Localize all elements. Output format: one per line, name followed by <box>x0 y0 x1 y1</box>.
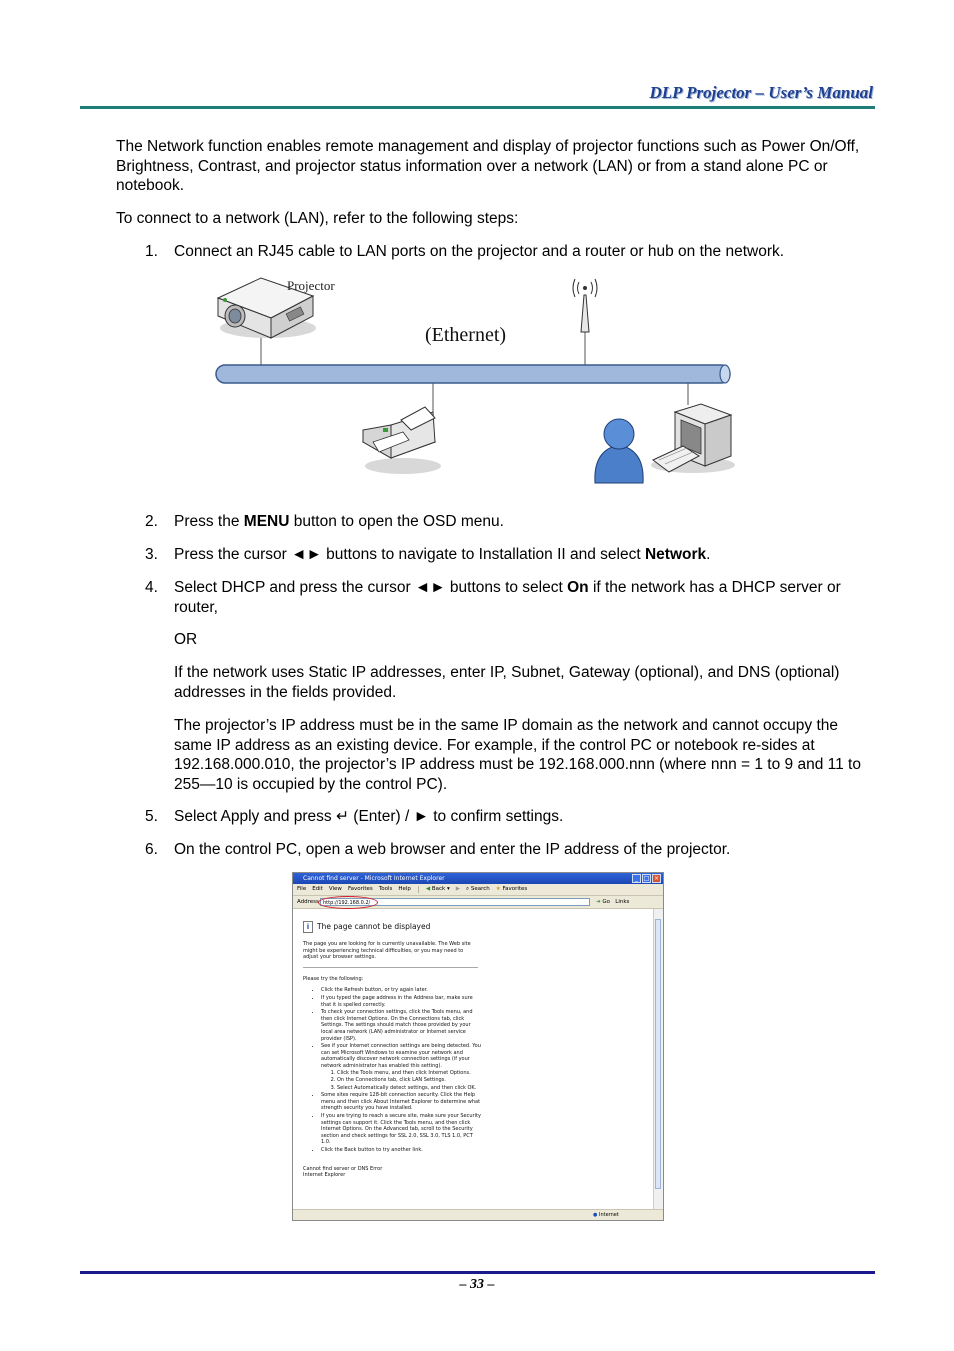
browser-screenshot <box>292 872 664 1221</box>
error-intro: The page you are looking for is currently unavailable. The Web site might be experiencing technical difficulties, or you may need to adjust your browser settings. <box>303 941 471 961</box>
info-icon: i <box>303 921 313 933</box>
back-button[interactable]: ◀ Back ▾ <box>425 886 450 892</box>
network-keyword: Network <box>644 546 707 563</box>
projector-label: Projector <box>287 278 335 293</box>
page-number: – 33 – <box>459 1277 495 1292</box>
sub-step-item: 2. On the Connections tab, click LAN Settings. <box>337 1077 481 1084</box>
step-number: 1. <box>145 243 158 260</box>
sub-step-item: 1. Click the Tools menu, and then click Internet Options. <box>337 1070 481 1077</box>
status-bar <box>293 1209 663 1220</box>
step-text: On the control PC, open a web browser and enter the IP address of the projector. <box>174 841 731 858</box>
error-code: Cannot find server or DNS Error <box>303 1165 383 1172</box>
suggestion-list <box>303 987 481 1153</box>
error-heading: i The page cannot be displayed <box>303 921 653 933</box>
suggestion-item: • If you typed the page address in the Address bar, make sure that it is spelled correctly. <box>321 995 481 1008</box>
network-diagram <box>213 270 741 492</box>
suggestion-item: • Some sites require 128-bit connection security. Click the Help menu and then click About Internet Explorer to determine what strength security you have installed. <box>321 1092 481 1112</box>
vertical-scrollbar[interactable] <box>653 909 663 1211</box>
links-button: Links <box>615 899 630 905</box>
step-4-domain: The projector’s IP address must be in the same IP domain as the network and cannot occupy the same IP address as an existing device. For example, if the control PC or notebook re-sides at 192.168.000.010, the projector’s IP address must be 192.168.000.nnn (where nnn = 1 to 9 and 11 to 255—10 is occupied by the control PC). <box>174 717 861 793</box>
step-number: 5. <box>145 808 158 825</box>
menu-tools[interactable]: Tools <box>378 886 393 892</box>
menu-favorites[interactable]: Favorites <box>347 886 373 892</box>
globe-icon: ● <box>593 1212 598 1218</box>
star-icon: ★ <box>495 886 501 892</box>
address-input[interactable]: http://192.168.0.2/ <box>320 898 590 906</box>
suggestion-item: • Click the Back button to try another link. <box>321 1147 481 1154</box>
sub-steps-list <box>321 1070 481 1092</box>
menu-view[interactable]: View <box>328 886 342 892</box>
menu-edit[interactable]: Edit <box>312 886 323 892</box>
step-text: Select DHCP and press the cursor ◄► buttons to select On if the network has a DHCP server or router, <box>174 579 841 616</box>
step-text: Press the MENU button to open the OSD menu. <box>174 513 504 530</box>
maximize-icon: □ <box>643 875 650 882</box>
zone-indicator: ● Internet <box>593 1212 619 1218</box>
address-bar: Address http://192.168.0.2/ ➜ Go Links <box>293 896 663 909</box>
on-keyword: On <box>567 579 589 596</box>
browser-menu-bar <box>293 884 663 896</box>
step-4-static: If the network uses Static IP addresses, enter IP, Subnet, Gateway (optional), and DNS (optional) addresses in the fields provided. <box>174 664 840 701</box>
menu-file[interactable]: File <box>297 886 307 892</box>
browser-title-bar: Cannot find server - Microsoft Internet Explorer _ □ × <box>293 873 663 884</box>
error-app: Internet Explorer <box>303 1172 346 1179</box>
close-icon: × <box>653 875 660 882</box>
intro-paragraph: The Network function enables remote management and display of projector functions such as Power On/Off, Brightness, Contrast, and projector status information over a network (LAN) or from a stand alone PC or notebook. <box>116 138 860 194</box>
scrollbar-thumb[interactable] <box>655 919 661 1189</box>
step-number: 3. <box>145 546 158 563</box>
forward-icon[interactable]: ▶ <box>455 886 460 892</box>
footer-rule <box>80 1271 875 1274</box>
search-button[interactable]: ⌕ Search <box>466 886 490 892</box>
address-highlight-circle <box>318 896 378 909</box>
menu-keyword: MENU <box>243 513 290 530</box>
step-text: Select Apply and press ↵ (Enter) / ► to confirm settings. <box>174 808 564 825</box>
minimize-icon: _ <box>632 874 641 883</box>
step-4-or: OR <box>174 631 198 648</box>
go-button[interactable]: ➜ Go Links <box>596 899 630 905</box>
step-number: 2. <box>145 513 158 530</box>
step-number: 6. <box>145 841 158 858</box>
content-divider <box>303 967 478 968</box>
browser-content <box>293 909 653 1209</box>
back-icon: ◀ <box>425 886 431 892</box>
suggestion-item: • If you are trying to reach a secure site, make sure your Security settings can support it. Click the Tools menu, and then click Internet Options. On the Advanced tab, scroll to the Security section and check settings for SSL 2.0, SSL 3.0, TLS 1.0, PCT 1.0. <box>321 1113 481 1146</box>
suggestion-item: • See if your Internet connection settings are being detected. You can set Microsoft Windows to examine your network and automatically discover network connection settings (if your network administrator has enabled this setting). 1. Click the Tools menu, and then click Internet Options. 2. On the Connections tab, click LAN Settings. 3. Select Automatically detect settings, and then click OK. <box>321 1043 481 1091</box>
steps-intro: To connect to a network (LAN), refer to the following steps: <box>116 210 519 227</box>
ethernet-bus <box>216 365 730 383</box>
ethernet-label: (Ethernet) <box>425 324 507 346</box>
suggestion-item: • Click the Refresh button, or try again later. <box>321 987 481 994</box>
go-arrow-icon: ➜ <box>596 899 601 905</box>
header-title: DLP Projector – User’s Manual <box>649 83 873 102</box>
sub-step-item: 3. Select Automatically detect settings, and then click OK. <box>337 1085 481 1092</box>
step-text: Press the cursor ◄► buttons to navigate to Installation II and select Network. <box>174 546 711 563</box>
suggestion-item: • To check your connection settings, click the Tools menu, and then click Internet Options. On the Connections tab, click Settings. The settings should match those provided by your local area network (LAN) administrator or Internet service provider (ISP). <box>321 1009 481 1042</box>
header-rule <box>80 106 875 109</box>
step-text: Connect an RJ45 cable to LAN ports on the projector and a router or hub on the network. <box>174 243 785 260</box>
step-number: 4. <box>145 579 158 596</box>
try-label: Please try the following: <box>303 975 364 982</box>
favorites-button[interactable]: ★ Favorites <box>495 886 528 892</box>
menu-help[interactable]: Help <box>398 886 411 892</box>
search-icon: ⌕ <box>466 886 470 892</box>
